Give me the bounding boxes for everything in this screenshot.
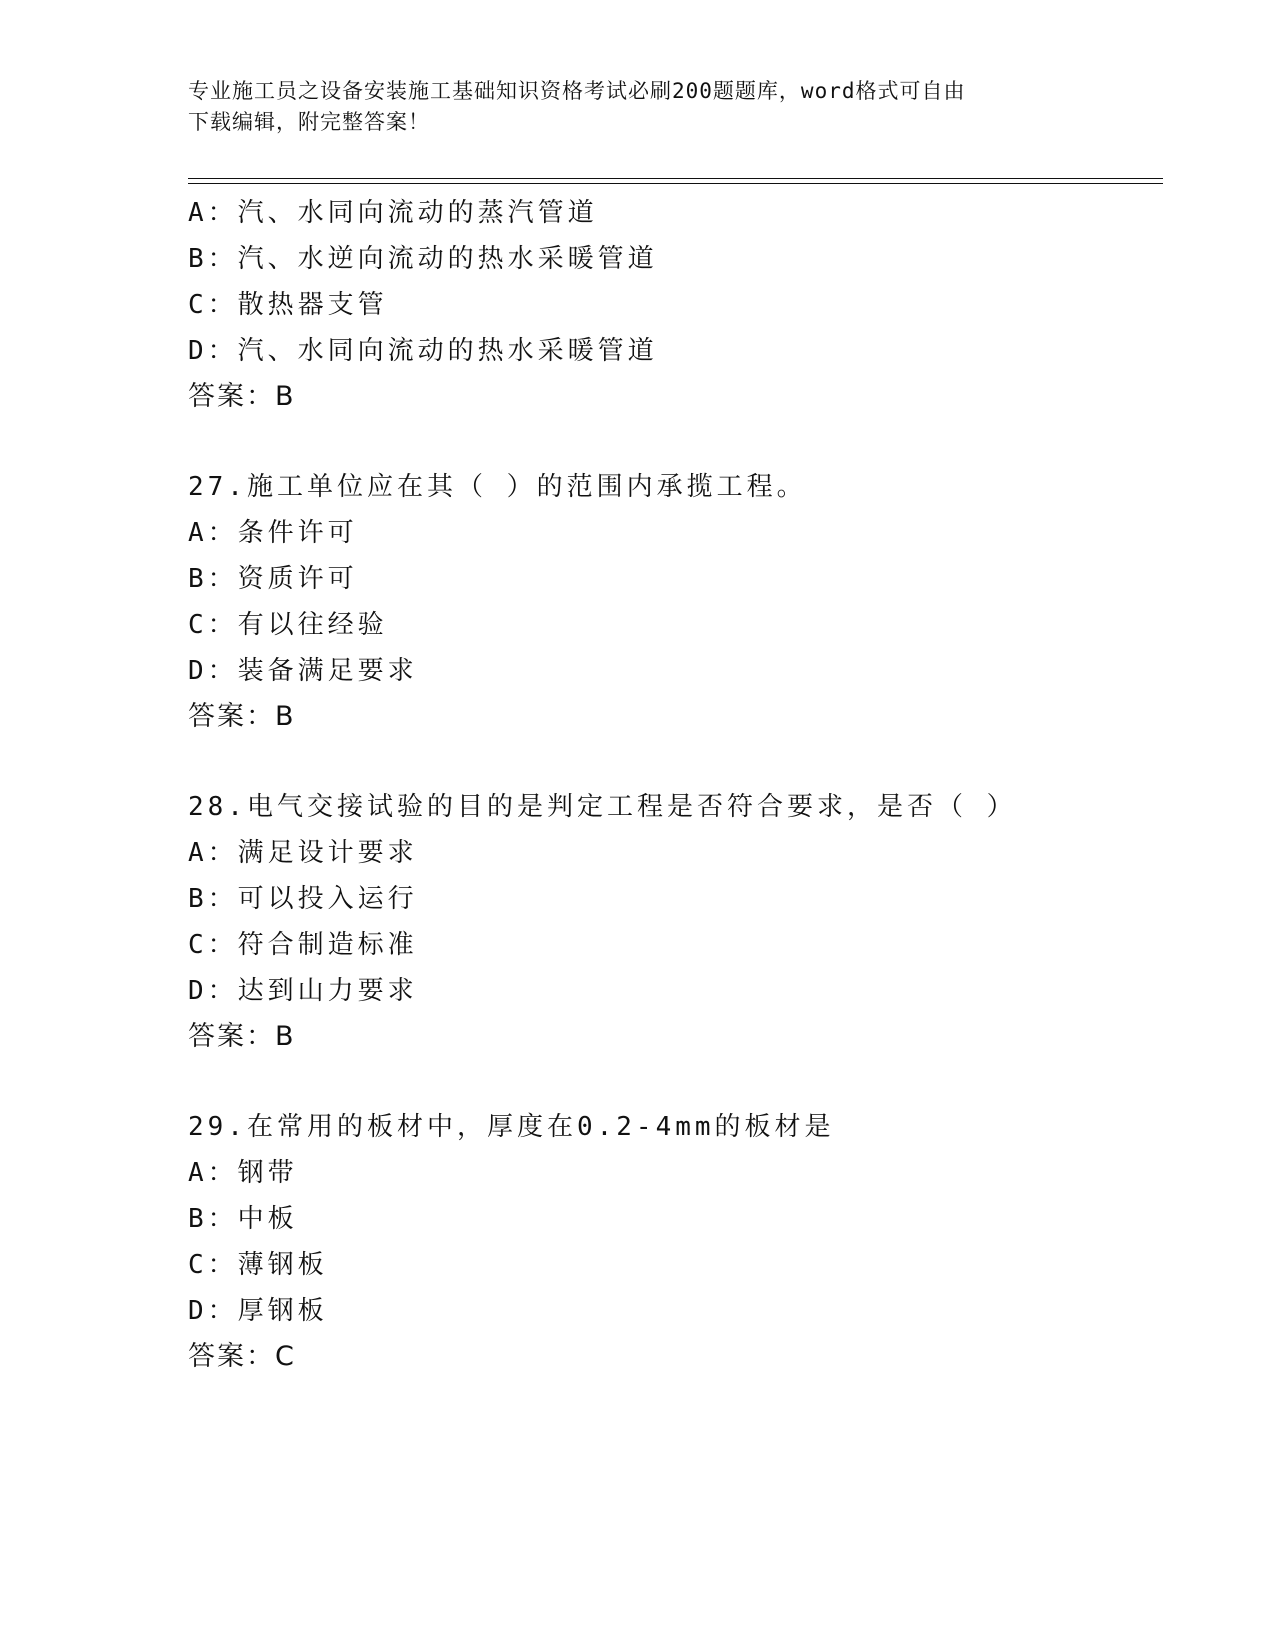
document-header [188,76,1068,138]
question-stem: 28.电气交接试验的目的是判定工程是否符合要求，是否（ ） [188,792,1017,822]
option-d: D：装备满足要求 [188,656,418,686]
option-a: A：条件许可 [188,518,358,548]
header-line-2: 下载编辑，附完整答案！ [188,110,430,134]
header-divider-bottom [188,183,1163,184]
question-stem: 27.施工单位应在其（ ）的范围内承揽工程。 [188,472,807,502]
question-stem: 29.在常用的板材中，厚度在0.2-4mm的板材是 [188,1112,835,1142]
option-d: D：汽、水同向流动的热水采暖管道 [188,336,658,366]
spacer [188,1060,1163,1104]
option-c: C：薄钢板 [188,1250,328,1280]
question-29 [188,1104,1163,1380]
option-d: D：厚钢板 [188,1296,328,1326]
spacer [188,420,1163,464]
answer: 答案：B [188,701,296,732]
option-a: A：汽、水同向流动的蒸汽管道 [188,198,598,228]
question-26-continued [188,190,1163,420]
spacer [188,740,1163,784]
option-b: B：中板 [188,1204,298,1234]
option-a: A：钢带 [188,1158,298,1188]
option-c: C：散热器支管 [188,290,388,320]
answer: 答案：B [188,1021,296,1052]
option-c: C：符合制造标准 [188,930,418,960]
question-list [188,190,1163,1380]
option-c: C：有以往经验 [188,610,388,640]
option-d: D：达到山力要求 [188,976,418,1006]
option-b: B：可以投入运行 [188,884,418,914]
question-27 [188,464,1163,740]
header-line-1: 专业施工员之设备安装施工基础知识资格考试必刷200题题库，word格式可自由 [188,79,966,103]
question-28 [188,784,1163,1060]
option-a: A：满足设计要求 [188,838,418,868]
answer: 答案：C [188,1341,296,1372]
option-b: B：汽、水逆向流动的热水采暖管道 [188,244,658,274]
header-divider-top [188,178,1163,179]
answer: 答案：B [188,381,296,412]
option-b: B：资质许可 [188,564,358,594]
